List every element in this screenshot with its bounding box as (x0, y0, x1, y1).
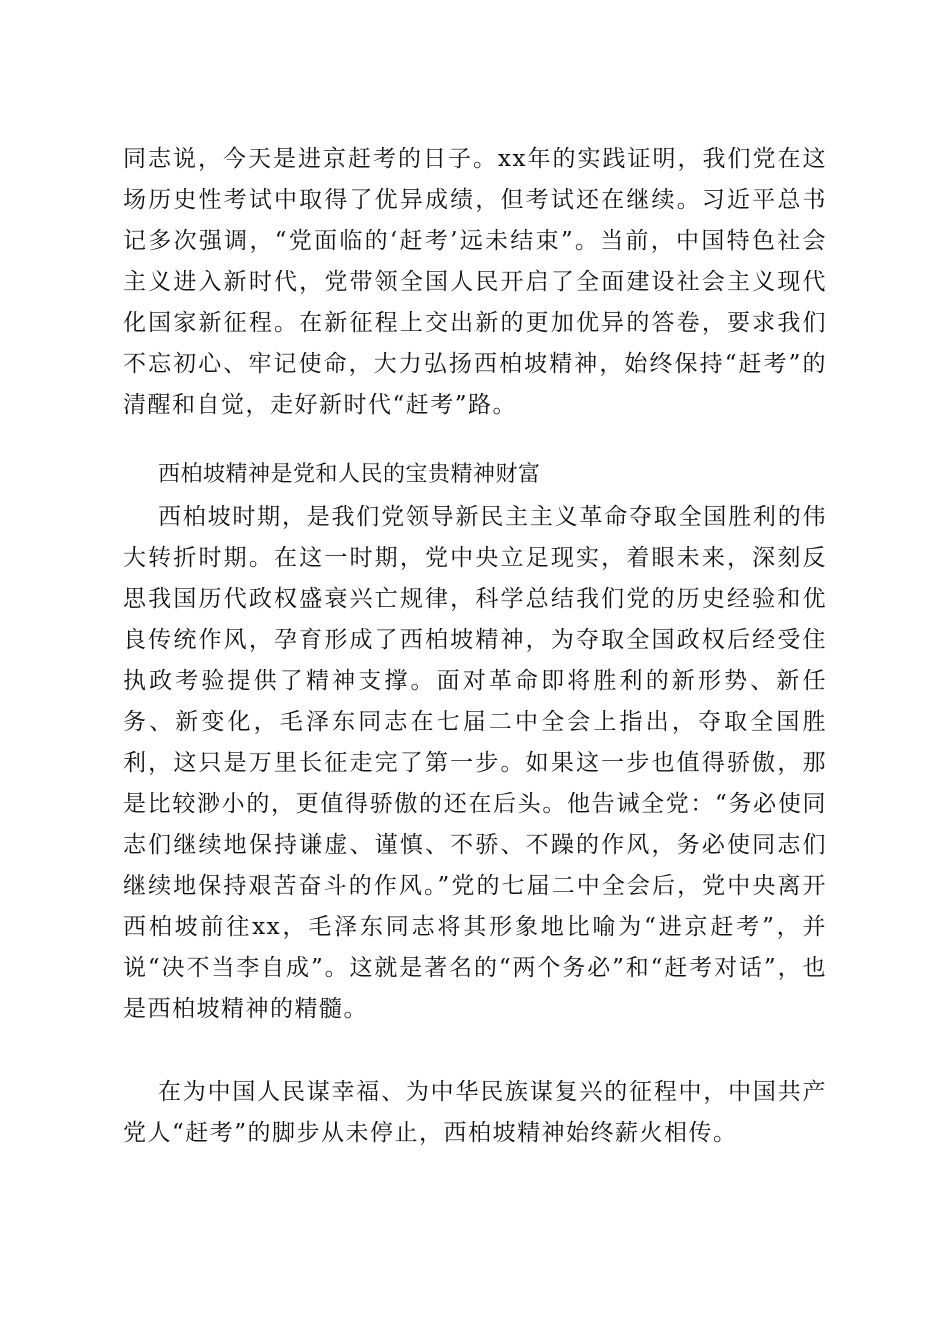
section-heading: 西柏坡精神是党和人民的宝贵精神财富 (158, 462, 541, 487)
body-paragraph: 西柏坡时期，是我们党领导新民主主义革命夺取全国胜利的伟大转折时期。在这一时期，党中央立足现实，着眼未来，深刻反思我国历代政权盛衰兴亡规律，科学总结我们党的历史经验和优良传统作风，孕育形成了西柏坡精神，为夺取全国政权后经受住执政考验提供了精神支撑。面对革命即将胜利的新形势、新任务、新变化，毛泽东同志在七届二中全会上指出，夺取全国胜利，这只是万里长征走完了第一步。如果这一步也值得骄傲，那是比较渺小的，更值得骄傲的还在后头。他告诫全党：“务必使同志们继续地保持谦虚、谨慎、不骄、不躁的作风，务必使同志们继续地保持艰苦奋斗的作风。”党的七届二中全会后，党中央离开西柏坡前往xx，毛泽东同志将其形象地比喻为“进京赶考”，并说“决不当李自成”。这就是著名的“两个务必”和“赶考对话”，也是西柏坡精神的精髓。 (123, 504, 827, 1022)
body-paragraph: 在为中国人民谋幸福、为中华民族谋复兴的征程中，中国共产党人“赶考”的脚步从未停止，西柏坡精神始终薪火相传。 (123, 1079, 827, 1146)
body-paragraph: 同志说，今天是进京赶考的日子。xx年的实践证明，我们党在这场历史性考试中取得了优异成绩，但考试还在继续。习近平总书记多次强调，“党面临的‘赶考’远未结束”。当前，中国特色社会主义进入新时代，党带领全国人民开启了全面建设社会主义现代化国家新征程。在新征程上交出新的更加优异的答卷，要求我们不忘初心、牢记使命，大力弘扬西柏坡精神，始终保持“赶考”的清醒和自觉，走好新时代“赶考”路。 (123, 146, 827, 418)
